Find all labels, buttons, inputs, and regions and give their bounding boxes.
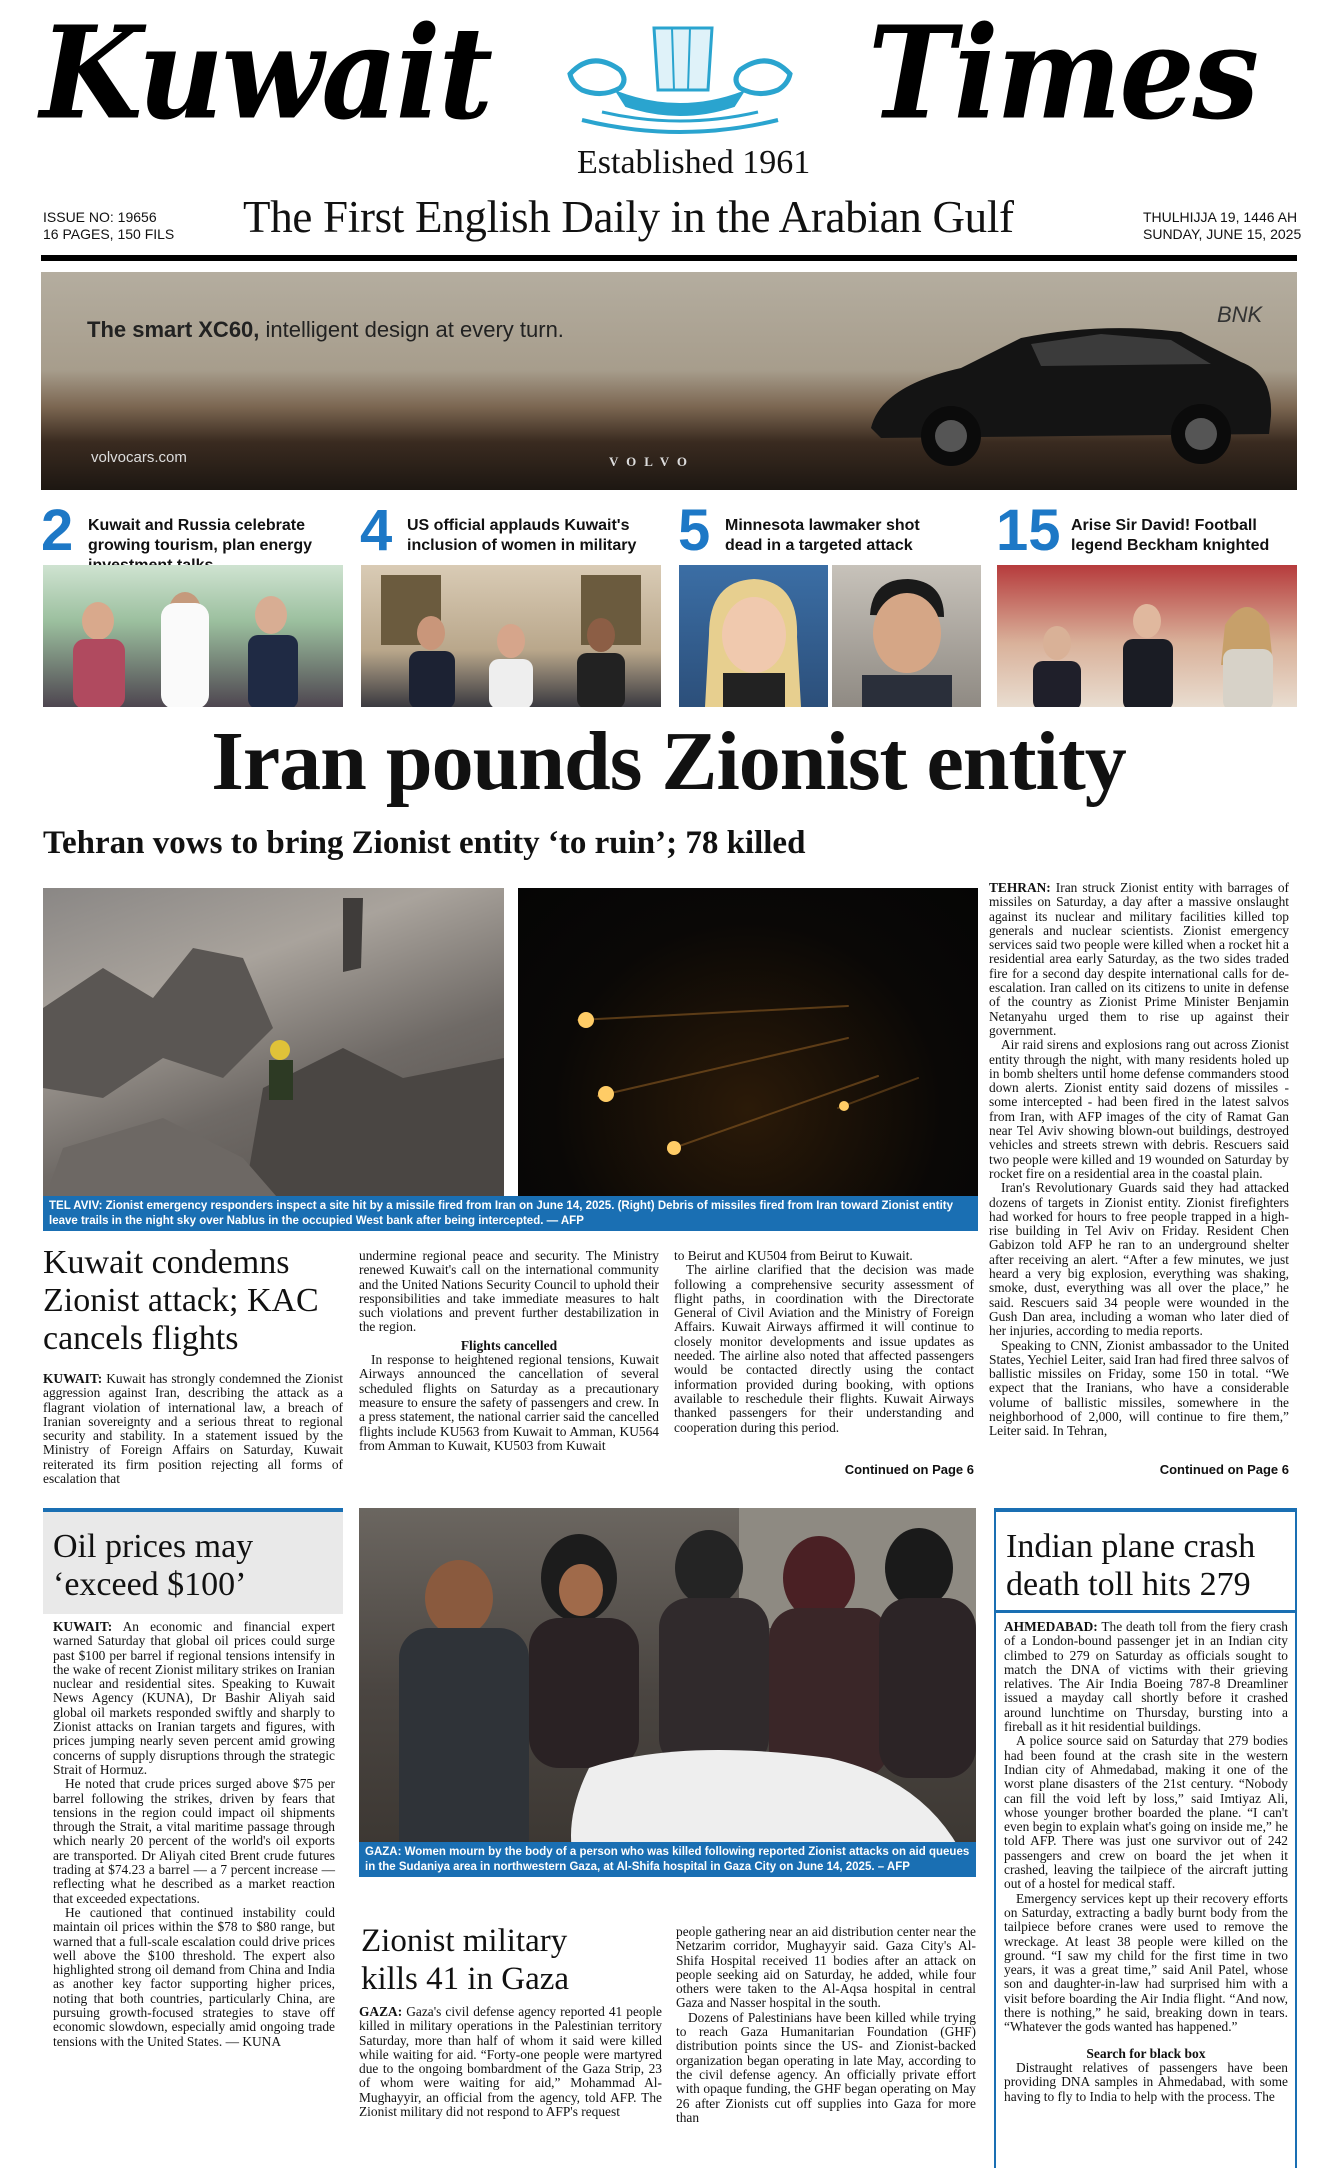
- gaza-headline[interactable]: Zionist military kills 41 in Gaza: [361, 1923, 570, 1997]
- masthead-title-kuwait: Kuwait: [40, 0, 492, 148]
- masthead-rule: [41, 255, 1297, 261]
- gaza-mourners-photo[interactable]: [359, 1508, 976, 1876]
- volvo-advert[interactable]: [41, 272, 1297, 490]
- gaza-col-2: people gathering near an aid distribution center near the Netzarim corridor, Mughayyir said. Gaza City's Al-Shifa Hospital received 11 bodies after an attack on people seeking aid on Saturday, he added, while four others were taken to the Al-Aqsa hospital in central Gaza and Nasser hospital in the south. Dozens of Palestinians have been killed while trying to reach Gaza Humanitarian Foundation (GHF) distribution points since the US- and Zionist-backed organization began operating in late May, according to the civil defense agency. An officially private effort with opaque funding, the GHF began operating on May 26 after Zionists cut off supplies into Gaza for more than: [676, 1924, 976, 2125]
- kuwait-continued[interactable]: Continued on Page 6: [844, 1462, 974, 1477]
- india-dateline: AHMEDABAD:: [1004, 1619, 1098, 1634]
- flights-cancelled-subhead: Flights cancelled: [460, 1337, 558, 1353]
- teaser-text: Minnesota lawmaker shot dead in a targeted attack: [725, 517, 920, 554]
- lead-para: Air raid sirens and explosions rang out across Zionist entity through the night, with many residents holed up in bomb shelters until home defense commanders stood down alerts. Zionist entity said dozens of missiles - some intercepted - had been fired in the latest salvos from Iran, with AFP images of the city of Ramat Gan near Tel Aviv showing blown-out buildings, destroyed vehicles and streets strewn with debris. Rescuers said two people were killed and 19 wounded on Saturday by rocket fire on a residential area in the coastal plain.: [989, 1037, 1289, 1181]
- ad-brand: VOLVO: [609, 454, 695, 469]
- teaser-text: Arise Sir David! Football legend Beckham knighted: [1071, 517, 1270, 554]
- masthead-title-times: Times: [868, 0, 1257, 148]
- lead-para: Speaking to CNN, Zionist ambassador to the United States, Yechiel Leiter, said Iran had fired three salvos of ballistic missiles on Friday, some 150 in total. “We expect that the Iranians, who have a considerable volume of ballistic missiles, somewhere in the neighborhood of 2,000, will continue to fire them,” Leiter said. In Tehran,: [989, 1337, 1289, 1439]
- missile-trails-photo[interactable]: [518, 888, 978, 1204]
- lead-para: TEHRAN: Iran struck Zionist entity with barrages of missiles on Saturday, a day after a massive onslaught against its nuclear and military facilities killed top generals and nuclear scientists. Zionist emergency services said two people were killed when a rocket hit a residential area early Saturday, as the two sides traded fire for a second day despite international calls for de-escalation. Iran called on its citizens to unite in defense of the country as Zionist Prime Minister Benjamin Netanyahu urged them to rise up against their government.: [989, 880, 1289, 1038]
- gaza-photo-caption: GAZA: Women mourn by the body of a person who was killed following reported Zionist attacks on aid queues in the Sudaniya area in northwestern Gaza, at Al-Shifa hospital in Gaza City on June 14, 2025. – AFP: [359, 1842, 976, 1877]
- oil-dateline: KUWAIT:: [53, 1619, 113, 1634]
- gregorian-date: SUNDAY, JUNE 15, 2025: [1143, 226, 1302, 242]
- hijri-date: THULHIJJA 19, 1446 AH: [1143, 209, 1298, 225]
- teaser-text: US official applauds Kuwait's inclusion of women in military: [407, 517, 637, 554]
- teaser-photo-minnesota-woman[interactable]: [679, 565, 828, 707]
- kuwait-col-3: to Beirut and KU504 from Beirut to Kuwait. The airline clarified that the decision was made following a comprehensive security assessment of flight paths, in coordination with the Directorate General of Civil Aviation and the Ministry of Foreign Affairs. Kuwait Airways affirmed it will continue to closely monitor developments and issue updates as needed. The airline also noted that affected passengers would be contacted directly using the contact information provided during booking, with options available to reschedule their flights. Kuwait Airways thanked passengers for their understanding and cooperation during this period.: [674, 1248, 974, 1435]
- rubble-photo[interactable]: [43, 888, 504, 1204]
- india-box: [994, 1508, 1297, 2168]
- black-box-subhead: Search for black box: [1086, 2045, 1206, 2061]
- established-line: Established 1961: [577, 144, 811, 181]
- teaser-photo-us-official[interactable]: [361, 565, 661, 707]
- lead-subhead: Tehran vows to bring Zionist entity ‘to ruin’; 78 killed: [43, 825, 806, 861]
- teaser-photo-beckham[interactable]: [997, 565, 1297, 707]
- teaser-page-number: 2: [41, 498, 74, 563]
- lead-photo-caption: TEL AVIV: Zionist emergency responders inspect a site hit by a missile fired from Iran on June 14, 2025. (Right) Debris of missiles fired from Iran toward Zionist entity leave trails in the night sky over Nablus in the occupied West bank after being intercepted. — AFP: [43, 1196, 978, 1231]
- lead-dateline: TEHRAN:: [989, 880, 1051, 895]
- ad-agency-logo: BNK: [1217, 302, 1263, 327]
- masthead-slogan: The First English Daily in the Arabian Gulf: [243, 192, 1014, 242]
- teaser-photo-minnesota-man[interactable]: [832, 565, 981, 707]
- ad-url[interactable]: volvocars.com: [91, 449, 187, 466]
- dhow-logo: [562, 20, 798, 140]
- india-body: AHMEDABAD: The death toll from the fiery crash of a London-bound passenger jet in an Indian city climbed to 279 on Saturday as officials sought to match the DNA of victims with their grieving relatives. The Air India Boeing 787-8 Dreamliner issued a mayday call shortly before it crashed around lunchtime on Thursday, bursting into a fireball as it hit residential buildings. A police source said on Saturday that 279 bodies had been found at the crash site in the western Indian city of Ahmedabad, making it one of the worst plane disasters of the 21st century. “Nobody can fill the void left by loss,” said Imtiyaz Ali, whose younger brother boarded the plane. “I can't even begin to explain what's going on inside me,” he told AFP. There was just one survivor out of 242 passengers and crew on board the jet when it crashed, leaving the tailpiece of the aircraft jutting out of a hostel for medical staff. Emergency services kept up their recovery efforts on Saturday, extracting a badly burnt body from the tailpiece before cranes were used to remove the wreckage. At least 38 people were killed on the ground. “I saw my child for the first time in two years, it was a great time,” said Anil Patel, whose son and daughter-in-law had surprised him with a visit before boarding the Air India flight. “And now, there is nothing,” he said, breaking down in tears. “Whatever the gods wanted has happened.” Search for black box Distraught relatives of passengers have been providing DNA samples in Ahmedabad, with some having to fly to India to help with the process. The: [1004, 1619, 1288, 2104]
- ad-headline: The smart XC60, intelligent design at every turn.: [87, 317, 564, 342]
- teaser-photo-russia[interactable]: [43, 565, 343, 707]
- teaser-page-number: 15: [996, 498, 1061, 563]
- pages-price: 16 PAGES, 150 FILS: [43, 226, 175, 242]
- lead-headline[interactable]: Iran pounds Zionist entity: [211, 715, 1126, 808]
- india-headline[interactable]: Indian plane crash death toll hits 279: [1006, 1528, 1256, 1603]
- gaza-col-1: GAZA: Gaza's civil defense agency reported 41 people killed in military operations in the Palestinian territory Saturday, more than half of whom it said were killed while waiting for aid. “Forty-one people were martyred due to the ongoing bombardment of the Gaza Strip, 23 of whom were waiting for aid,” Mohammad Al-Mughayyir, an official from the agency, told AFP. The Zionist military did not respond to AFP's request: [359, 2004, 662, 2120]
- kuwait-col-2: undermine regional peace and security. The Ministry renewed Kuwait's call on the international community and the United Nations Security Council to uphold their responsibilities and take immediate measures to halt such violations and prevent further destabilization in the region. Flights cancelled In response to heightened regional tensions, Kuwait Airways announced the cancellation of several scheduled flights on Saturday as a precautionary measure to ensure the safety of passengers and crew. In a press statement, the national carrier said the cancelled flights include KU563 from Kuwait to Amman, KU564 from Amman to Kuwait, KU503 from Kuwait: [359, 1248, 659, 1453]
- issue-number: ISSUE NO: 19656: [43, 209, 157, 225]
- oil-box: [43, 1508, 343, 2166]
- teaser-text: Kuwait and Russia celebrate growing tourism, plan energy: [88, 517, 313, 554]
- gaza-dateline: GAZA:: [359, 2004, 403, 2019]
- lead-continued[interactable]: Continued on Page 6: [1159, 1462, 1289, 1477]
- kuwait-dateline: KUWAIT:: [43, 1371, 103, 1386]
- lead-story-body: [989, 881, 1289, 1439]
- oil-headline[interactable]: Oil prices may ‘exceed $100’: [53, 1528, 254, 1603]
- kuwait-headline[interactable]: Kuwait condemns Zionist attack; KAC cancels flights: [43, 1244, 319, 1357]
- car-image: [841, 316, 1281, 476]
- teaser-page-number: 5: [678, 498, 711, 563]
- lead-para: Iran's Revolutionary Guards said they had attacked dozens of targets in Zionist entity. Zionist firefighters had worked for hours to free people trapped in a high-rise building in Tel Aviv on Friday. Resident Chen Gabizon told AFP he ran to an underground shelter after receiving an alert. “After a few minutes, we just heard a very big explosion, everything was shaking, smoke, dust, everything was all over the place,” he said. Rescuers said 34 people were wounded in the Gush Dan area, including a woman who later died of her injuries, according to media reports.: [989, 1180, 1289, 1339]
- teaser-page-number: 4: [360, 498, 393, 563]
- india-headline-rule: [996, 1610, 1295, 1613]
- kuwait-col-1: KUWAIT: Kuwait has strongly condemned the Zionist aggression against Iran, describing the attack as a flagrant violation of international law, a breach of Iranian sovereignty and a serious threat to regional security and stability. In a statement issued by the Ministry of Foreign Affairs on Saturday, Kuwait reiterated its firm position rejecting all forms of escalation that: [43, 1371, 343, 1487]
- oil-body: KUWAIT: An economic and financial expert warned Saturday that global oil prices could surge past $100 per barrel if regional tensions intensify in the wake of recent Zionist military strikes on Iranian nuclear and residential sites. Speaking to Kuwait News Agency (KUNA), Dr Bashir Aliyah said global oil markets responded swiftly and sharply to Zionist attacks on Iranian targets and figures, with prices jumping nearly seven percent amid growing concerns of supply disruptions through the strategic Strait of Hormuz. He noted that crude prices surged above $75 per barrel following the strikes, driven by fears that tensions in the region could impact oil shipments through the Strait, a vital maritime passage through which nearly 20 percent of the world's oil exports are transported. Dr Aliyah cited Brent crude futures trading at $74.23 a barrel — a 7 percent increase — reflecting what he described as a market reaction that exceeded expectations. He cautioned that continued instability could maintain oil prices within the $78 to $80 range, but warned that a full-scale escalation could drive prices well above the $100 threshold. The expert also highlighted strong oil demand from China and India as another key factor supporting higher prices, noting that both countries, particularly China, are pursuing growth-focused strategies to stave off economic slowdown, especially amid ongoing trade tensions with the United States. — KUNA: [53, 1619, 335, 2049]
